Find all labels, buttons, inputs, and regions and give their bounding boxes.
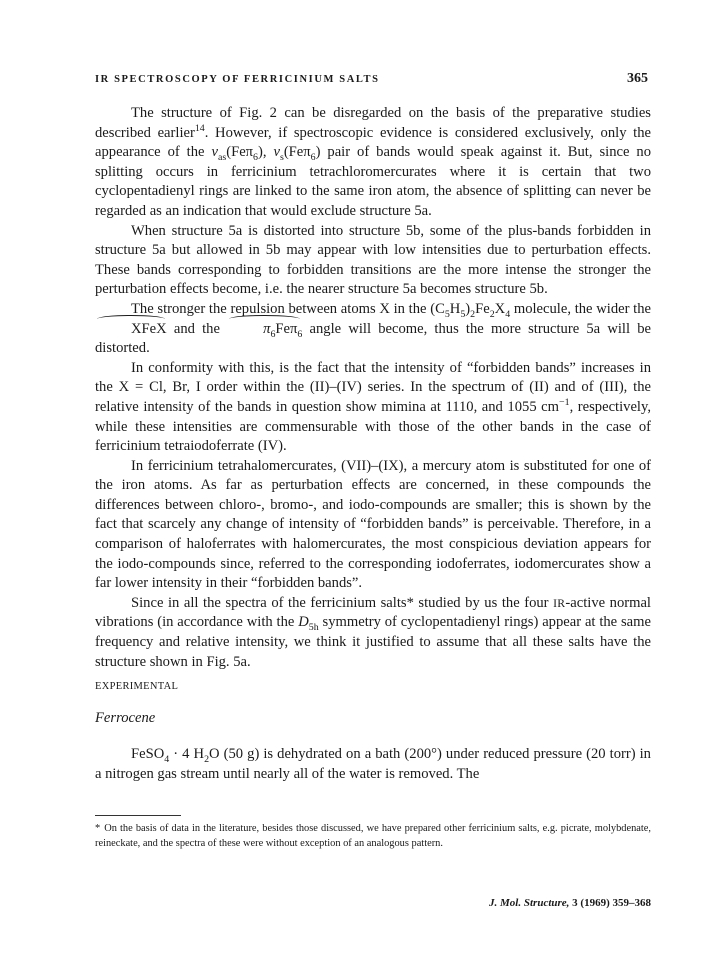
subscript: 5h (308, 622, 319, 634)
journal-name: J. Mol. Structure, (489, 897, 570, 909)
subscript: 6 (270, 328, 276, 340)
paragraph-3 (95, 300, 651, 359)
paragraph-6-text: -active normal vibrations (in accordance with the (95, 594, 651, 631)
formula-text: Feπ (275, 320, 298, 337)
experimental-text: O (50 g) is dehydrated on a bath (200°) under reduced pressure (20 torr) in a nitrogen gas stream until nearly all of the water is removed. The (95, 746, 651, 782)
angle-pifepi (227, 320, 302, 340)
footnote-divider (95, 815, 181, 816)
body-text (95, 104, 651, 672)
angle-xfex: XFeX (95, 320, 167, 340)
subscript: 5 (460, 308, 466, 320)
subscript: 2 (204, 753, 210, 765)
formula-text: FeSO (131, 746, 165, 762)
formula-text: (Feπ (283, 144, 311, 161)
formula-text: ) (465, 300, 471, 317)
paragraph-6-text: symmetry of cyclopentadienyl rings) appear at the same frequency and relative intensity, we think it justified to assume that all these salts have the structure shown in Fig. 5a. (95, 614, 651, 670)
journal-reference (489, 897, 651, 909)
footnote (95, 822, 651, 851)
paragraph-5: In ferricinium tetrahalomercurates, (VII)–(IX), a mercury atom is substituted for one of the iron atoms. As far as perturbation effects are concerned, in these compounds the differences between chloro-, bromo-, and iodo-compounds are smaller; this is shown by the fact that scarcely any change of intensity of “forbidden bands” is perceivable. Therefore, in a comparison of haloferrates with halomercurates, the most conspicious deviation appears for the iodo-compounds since, referred to the corresponding iodoferrates, iodomercurates show a far lower intensity in their “forbidden bands”. (95, 457, 651, 592)
superscript: −1 (559, 397, 570, 409)
section-heading: EXPERIMENTAL (95, 681, 179, 692)
subscript: 6 (297, 328, 303, 340)
ir-abbreviation: IR (553, 596, 566, 610)
subscript: 2 (489, 308, 495, 320)
nu-symbol: ν (211, 144, 218, 161)
paragraph-4 (95, 359, 651, 457)
subscript: 6 (310, 152, 316, 164)
formula-text: H (449, 300, 461, 317)
paragraph-6 (95, 594, 651, 672)
paragraph-3-text: molecule, the wider the (510, 300, 651, 317)
journal-volume-pages: 3 (1969) 359–368 (572, 897, 651, 909)
paragraph-1-text: . However, if spectroscopic evidence is considered exclusively, only the appearance of the (95, 124, 651, 161)
running-head: IR SPECTROSCOPY OF FERRICINIUM SALTS (95, 74, 380, 85)
footnote-mark: * (95, 823, 101, 834)
subsection-heading: Ferrocene (95, 710, 156, 726)
subscript: 2 (470, 308, 476, 320)
experimental-paragraph (95, 745, 651, 784)
paragraph-4-text: In conformity with this, is the fact that the intensity of “forbidden bands” increases in the X = Cl, Br, I order within the (II)–(IV) series. In the spectrum of (II) and of (III), the relative intensity of the bands in question show mimina at 1110, and 1055 cm (95, 359, 651, 415)
symmetry-symbol: D (298, 614, 309, 631)
paragraph-1-text: ) pair of bands would speak against it. But, since no splitting occurs in ferricinium tetrachloromercurates where it is certain that two cyclopentadienyl rings are linked to the same iron atom, the absence of splitting can never be regarded as an indication that would exclude structure 5a. (95, 144, 651, 219)
footnote-text: On the basis of data in the literature, besides those discussed, we have prepared other ferricinium salts, e.g. picrate, molybdenate, reineckate, and the spectra of these were without exception of an analogous pattern. (95, 823, 651, 849)
formula-text: X (494, 300, 506, 317)
paragraph-4-text: , respectively, while these intensities are commensurable with those of the other bands in the case of ferricinium tetraiodoferrate (IV). (95, 398, 651, 455)
paragraph-3-text: The stronger the repulsion between atoms X in the (C (131, 300, 445, 317)
subscript: as (217, 152, 227, 164)
subscript: 6 (253, 152, 258, 164)
subscript: 4 (164, 753, 170, 765)
paragraph-6-text: Since in all the spectra of the ferricinium salts* studied by us the four (131, 594, 554, 611)
subscript: s (279, 152, 284, 164)
formula-text: Fe (475, 300, 490, 317)
paragraph-3-text: angle will become, thus the more structure 5a will be distorted. (95, 320, 651, 357)
paragraph-1 (95, 104, 651, 222)
paragraph-3-text: and the (166, 320, 228, 337)
page-number: 365 (627, 71, 648, 86)
subscript: 5 (444, 308, 450, 320)
formula-text: ), (258, 144, 274, 161)
paragraph-1-text: The structure of Fig. 2 can be disregarded on the basis of the preparative studies described earlier (95, 105, 651, 141)
pi-symbol: π (263, 320, 271, 337)
subscript: 4 (505, 308, 511, 320)
nu-symbol: ν (273, 144, 280, 161)
paragraph-2: When structure 5a is distorted into structure 5b, some of the plus-bands forbidden in structure 5a but allowed in 5b may appear with low intensities due to perturbation effects. These bands corresponding to forbidden transitions are the more intense the stronger the perturbation effects become, i.e. the nearer structure 5a becomes structure 5b. (95, 222, 651, 298)
citation-superscript: 14 (194, 122, 205, 134)
formula-text: · 4 H (169, 746, 205, 762)
formula-text: (Feπ (226, 144, 254, 161)
